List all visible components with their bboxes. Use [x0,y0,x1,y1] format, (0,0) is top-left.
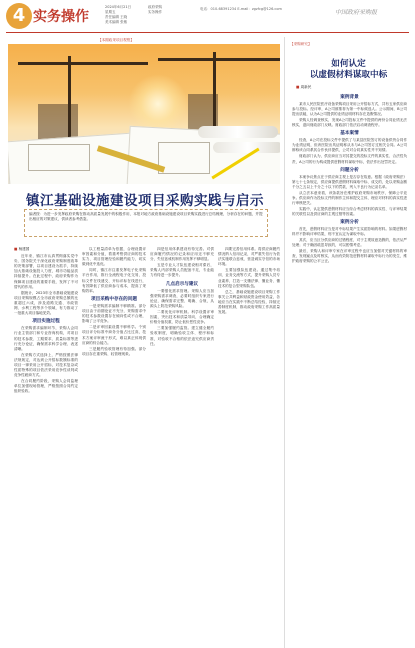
column-line-2: 实务操作 [148,10,162,14]
issue-weekday: 星期五 [105,10,116,14]
subheading: 几点启示与建议 [165,281,199,287]
issue-column [148,5,162,15]
sidebar-headline-text: 如何认定 以虚假材料谋取中标 [309,59,388,80]
paragraph: 四要完善信用体系。将供应商履约情况纳入信用记录，对严重失信行为依法实施联合惩戒，营造诚实守信的市场环境。 [218,247,280,267]
paragraph: 本案争议焦点在于供应商主观上是否存在故意。根据《政府采购法》第七十七条规定，供应商提供虚假材料谋取中标、成交的，处以采购金额千分之五以上千分之十以下的罚款，列入不良行为记录名单。 [292,174,407,189]
author-name: 周新民 [300,85,312,89]
page-number-badge: 4 [6,3,32,29]
header-divider [6,32,409,33]
crane-jib [158,58,280,61]
paragraph: 近年来，镇江市认真贯彻落实党中央、国务院关于深化政府采购制度改革的决策部署，以项目建设为抓手，持续加大基础设施投入力度，城市功能品质持续提升。在此过程中，政府采购作为保障项目建设的重要手段，发挥了不可替代的作用。 [14,254,78,289]
blueprint-roll [198,126,278,138]
author-name: 杨建国 [18,247,30,251]
paragraph: 一是采购需求编制不够精准。部分项目由于前期论证不充分，采购需求中的技术参数设置存在倾向性或不合理，影响了公平竞争。 [82,303,146,324]
paragraph: 据统计，2023年全市基础设施建设项目采购规模占全市政府采购总额的比重超过六成，涉及道路交通、市政管网、水利工程等多个领域，有力推动了一批重大项目落地见效。 [14,290,78,316]
paragraph: 一要强化需求管理。采购人应当加强采购需求调查，必要时组织专家进行论证，确保需求完整、明确、合规，从源头上防范采购风险。 [150,288,214,308]
paragraph: 财政部门认为，供应商应当对其提交的投标文件的真实性、合法性负责，A公司的行为构成提供虚假材料谋取中标，依法作出处罚决定。 [292,154,407,164]
paragraph: 从立法本意来看，该条款旨在维护政府采购市场秩序，保障公平竞争。供应商作为投标文件的制作主体和提交主体，理应对材料的真实性进行审核把关。 [292,190,407,205]
crane-jib [18,62,148,65]
subheading: 案例分析 [340,219,359,225]
text-column-2 [82,247,146,647]
subheading: 项目实施过程 [32,319,60,325]
paragraph: 在采购方式选择上，严格按照法律法规规定，对达到公开招标数额标准的项目一律采用公开招标，对技术复杂或性质特殊的项目依法采用竞争性谈判或竞争性磋商方式。 [14,352,78,378]
blueprint-sketch [158,142,210,174]
page-header [0,0,415,36]
contact-info: 电话：010-68391234 E-mail：zgzfcg@126.com [200,7,282,11]
byline-mark: ■ [14,247,18,251]
paragraph: 四是信用体系建设有待完善。对供应商履约情况的记录和应用还不够充分，失信惩戒机制作用发挥不够明显。 [150,247,214,262]
column-divider [284,37,285,648]
article-tag: 【本期政采项目观察】 [98,38,134,42]
blueprint-sketch [28,144,90,171]
paragraph: 同时，镇江市注重发挥电子化采购平台作用，推行全流程电子化交易，投标文件在线递交、开标评标在线进行，有效降低了供应商参与成本，提高了采购效率。 [82,268,146,293]
subheading: 基本案情 [340,131,359,137]
subheading: 案例背景 [340,95,359,100]
paragraph: 以工程量清单为依据，合理设置评审因素和分值，着重考察供应商的技术实力、项目管理经验和履约能力，切实做到优中选优。 [82,247,146,267]
paragraph: 实践中，认定提供虚假材料应当综合考虑材料的真实性、与评审结果的关联性以及供应商的主观过错等因素。 [292,206,407,216]
subheading: 问题分析 [340,167,359,173]
section-title: 实务操作 [33,9,89,25]
brand-name: 中国政府采购报 [335,9,378,16]
blueprint-roll [213,142,280,153]
art-editor: 美术编辑 张敏 [105,20,128,24]
byline-mark: ■ [296,85,300,89]
paragraph: 在合同履约阶段，采购人会同监理单位加强现场管理，严格按照合同约定组织验收。 [14,379,78,394]
sidebar-byline [296,85,311,90]
sidebar-headline [288,59,409,81]
sidebar-tag: 【采购研究】 [290,42,312,46]
paragraph: 首先，虚假材料应当是对中标结果产生实质影响的材料。如果虚假材料并不影响评审结果，则不宜认定为谋取中标。 [292,227,407,237]
paragraph: 三是履约验收管理有待加强。部分项目存在重采购、轻管理现象。 [82,346,146,356]
sidebar-article [288,37,409,648]
editor-note: 编者按：为进一步发挥政府采购在推动高质量发展中的积极作用，本报对地方政府基础设施建设项目采购实践进行总结梳理，分析存在的问题，并提出相应的对策建议，供读者参考借鉴。 [24,209,268,237]
paragraph: 二是评审因素设置不够科学。个别项目评分标准中商务分值占比过高，技术方案评审流于形式，难以真正体现供应商的综合能力。 [82,325,146,345]
paragraph: 五是专业人才队伍建设相对滞后，采购人内部采购人员配备不足，专业能力有待进一步提升。 [150,263,214,278]
text-column-1 [14,247,78,647]
paragraph: 某市人民医院医疗设备采购项目采用公开招标方式，共有五家供应商参与投标。经评审，A公司被推荐为第一中标候选人。公示期间，B公司提出质疑，认为A公司提供的业绩证明材料存在造假情况。 [292,102,407,117]
paragraph: 在采购需求编制环节，采购人会同行业主管部门和专业咨询机构，对项目的技术参数、工期要求、质量标准等进行充分论证，确保需求科学合理、表述清晰。 [14,326,78,351]
paragraph: 最后，采购人和评审专家在评审过程中也应当加强对关键材料的审查，发现疑点及时核实，从而有效防范虚假材料谋取中标行为的发生，维护政府采购的公平公正。 [292,249,407,264]
article-photo [8,44,280,184]
paragraph: 其次，应当区分供应商的过错程度，对于主观故意造假的，依法从严处理；对于确因疏忽导致的，可以酌情考虑。 [292,238,407,248]
subheading: 项目采购中存在的问题 [91,296,137,302]
sun-glow [128,74,188,134]
sidebar-body [292,92,407,644]
paragraph: 采购人经调查核实，发现A公司投标文件中提供的两份合同业绩无法核实，遂向财政部门反映。财政部门依法启动调查程序。 [292,118,407,128]
paragraph: 二要优化评审机制。科学设置评审因素，突出技术和质量导向，合理确定价格分值权重，防止低价恶性竞争。 [150,310,214,325]
byline [14,247,78,252]
text-column-3 [150,247,214,647]
paragraph: 经查，A公司在投标文件中提供了与某县医院签订的设备供货合同作为业绩证明，但该医院出具证明称从未与A公司签订过相关合同。A公司辩称该合同系其合作伙伴提供，公司对合同真实性并不知情。 [292,138,407,153]
editor: 责任编辑 王晓 [105,15,128,19]
column-line-1: 政府采购 [148,5,162,9]
article-headline: 镇江基础设施建设项目采购实践与启示 [26,193,264,209]
main-article [6,37,282,648]
paragraph: 五要加强队伍建设。通过集中培训、业务交流等方式，提升采购人员专业素养，打造一支懂法律、懂业务、懂技术的复合型采购队伍。 [218,268,280,288]
issue-date: 2024年6月21日 [105,5,132,9]
crane-mast [68,56,71,141]
text-column-4 [218,247,280,647]
paragraph: 三要加强履约监管。建立健全履约验收制度，明确验收主体、程序和标准，对验收不合格的依法追究供应商责任。 [150,326,214,346]
paragraph: 总之，基础设施建设项目采购工作事关公共利益和财政资金使用效益，各地应当在实践中不断总结经验，持续完善制度机制，推动政府采购工作高质量发展。 [218,289,280,315]
issue-meta [105,5,131,25]
